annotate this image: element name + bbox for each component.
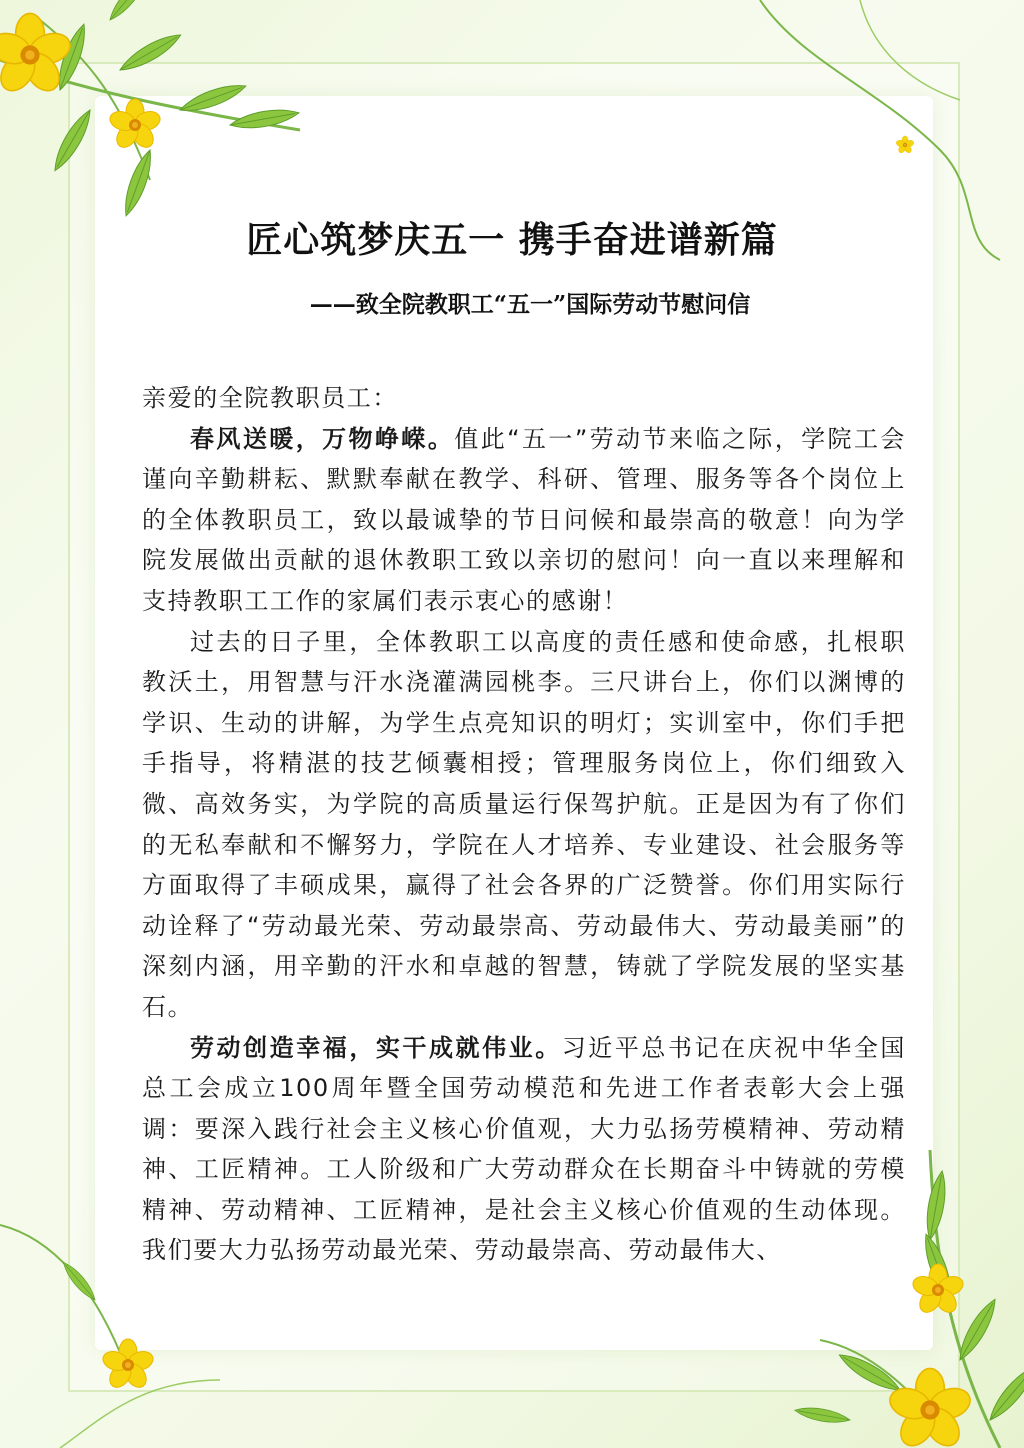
leaf-icon bbox=[954, 1296, 1002, 1364]
paragraph-3 bbox=[142, 1028, 906, 1272]
top-left-floral bbox=[0, 0, 300, 218]
leaf-icon bbox=[119, 147, 157, 218]
leaf-icon bbox=[105, 0, 150, 24]
letter-body bbox=[142, 378, 906, 1271]
leaf-icon bbox=[984, 1362, 1024, 1425]
leaf-icon bbox=[836, 1349, 904, 1397]
paragraph-text: 过去的日子里，全体教职工以高度的责任感和使命感，扎根职教沃土，用智慧与汗水浇灌满园桃李。三尺讲台上，你们以渊博的学识、生动的讲解，为学生点亮知识的明灯；实训室中，你们手把手指导，将精湛的技艺倾囊相授；管理服务岗位上，你们细致入微、高效务实，为学院的高质量运行保驾护航。正是因为有了你们的无私奉献和不懈努力，学院在人才培养、专业建设、社会服务等方面取得了丰硕成果，赢得了社会各界的广泛赞誉。你们用实际行动诠释了“劳动最光荣、劳动最崇高、劳动最伟大、劳动最美丽”的深刻内涵，用辛勤的汗水和卓越的智慧，铸就了学院发展的坚实基石。 bbox=[142, 627, 906, 1021]
leaf-icon bbox=[923, 1170, 950, 1242]
leaf-icon bbox=[794, 1404, 851, 1426]
paragraph-1 bbox=[142, 419, 906, 622]
flower-icon bbox=[910, 1264, 965, 1316]
leaf-icon bbox=[59, 1259, 99, 1303]
leaf-icon bbox=[116, 29, 184, 77]
letter-title: 匠心筑梦庆五一 携手奋进谱新篇 bbox=[246, 219, 778, 261]
letter-subtitle: ——致全院教职工“五一”国际劳动节慰问信 bbox=[309, 291, 751, 318]
paragraph-text: 习近平总书记在庆祝中华全国总工会成立100周年暨全国劳动模范和先进工作者表彰大会上强调：要深入践行社会主义核心价值观，大力弘扬劳模精神、劳动精神、工匠精神。工人阶级和广大劳动群众在长期奋斗中铸就的劳模精神、劳动精神、工匠精神，是社会主义核心价值观的生动体现。我们要大力弘扬劳动最光荣、劳动最崇高、劳动最伟大、 bbox=[142, 1033, 906, 1265]
paragraph-2 bbox=[142, 622, 906, 1028]
paragraph-text: 值此“五一”劳动节来临之际，学院工会谨向辛勤耕耘、默默奉献在教学、科研、管理、服务等各个岗位上的全体教职员工，致以最诚挚的节日问候和最崇高的敬意！向为学院发展做出贡献的退休教职工致以亲切的慰问！向一直以来理解和支持教职工工作的家属们表示衷心的感谢！ bbox=[142, 424, 907, 615]
flower-icon bbox=[886, 1368, 974, 1448]
paragraph-lead: 劳动创造幸福，实干成就伟业。 bbox=[190, 1033, 562, 1062]
flower-icon bbox=[895, 136, 914, 154]
flower-icon bbox=[100, 1339, 155, 1391]
leaf-icon bbox=[49, 106, 97, 174]
salutation: 亲爱的全院教职员工： bbox=[142, 384, 398, 412]
paragraph-lead: 春风送暖，万物峥嵘。 bbox=[190, 424, 455, 453]
